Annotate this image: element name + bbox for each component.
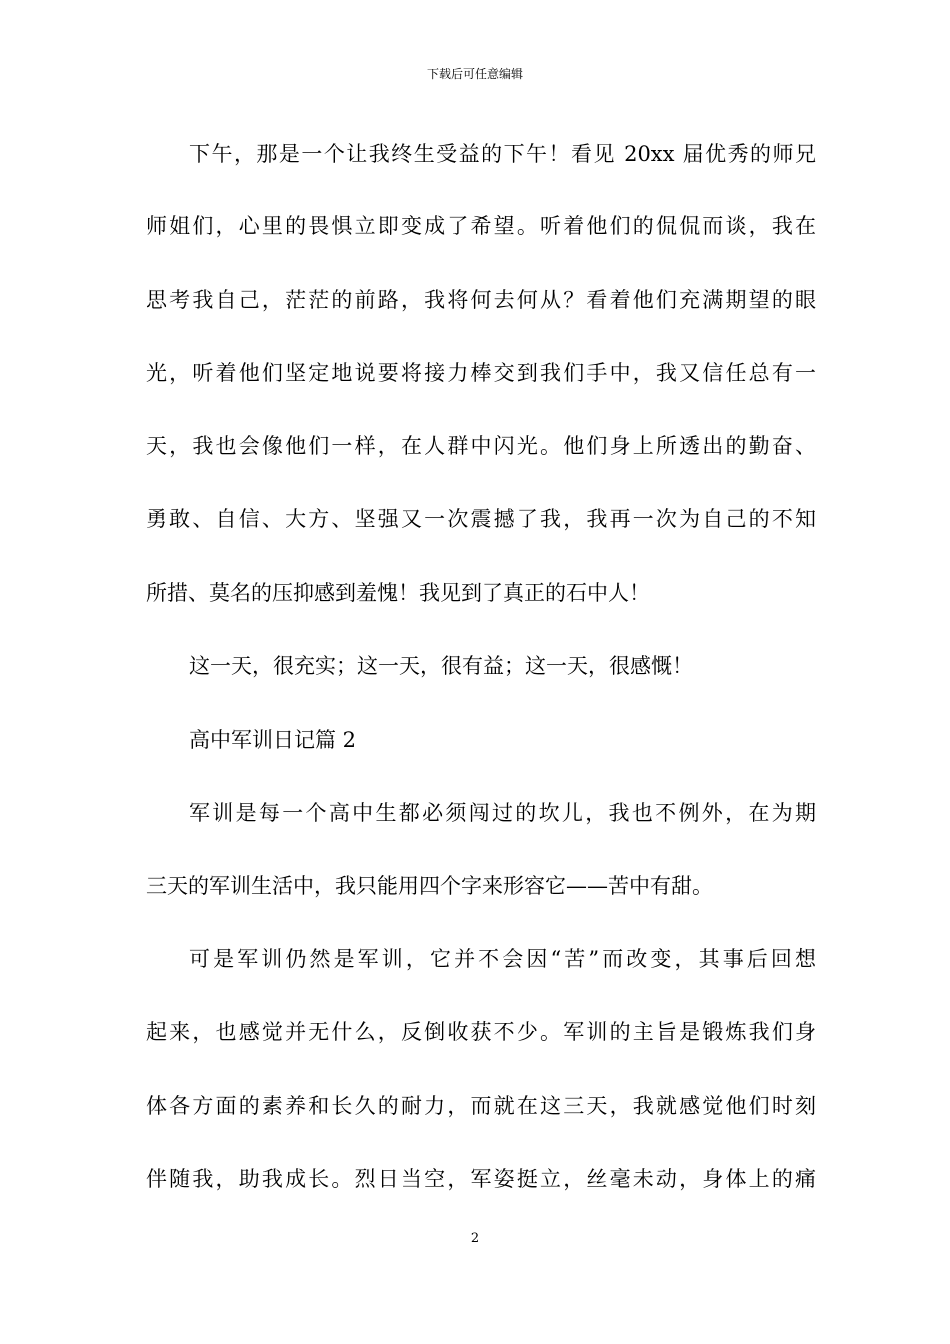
body-line: 起来，也感觉并无什么，反倒收获不少。军训的主旨是锻炼我们身 <box>146 1020 816 1044</box>
body-line: 体各方面的素养和长久的耐力，而就在这三天，我就感觉他们时刻 <box>146 1094 816 1118</box>
body-line: 伴随我，助我成长。烈日当空，军姿挺立，丝毫未动，身体上的痛 <box>146 1167 816 1191</box>
body-line: 所措、莫名的压抑感到羞愧！我见到了真正的石中人！ <box>146 581 650 605</box>
body-line: 天，我也会像他们一样，在人群中闪光。他们身上所透出的勤奋、 <box>146 434 816 458</box>
page-number: 2 <box>470 1231 480 1246</box>
body-line: 师姐们，心里的畏惧立即变成了希望。听着他们的侃侃而谈，我在 <box>146 214 816 238</box>
body-line: 三天的军训生活中，我只能用四个字来形容它——苦中有甜。 <box>146 874 713 898</box>
body-line: 光，听着他们坚定地说要将接力棒交到我们手中，我又信任总有一 <box>146 361 816 385</box>
body-line: 勇敢、自信、大方、坚强又一次震撼了我，我再一次为自己的不知 <box>146 507 816 531</box>
body-line: 思考我自己，茫茫的前路，我将何去何从？看着他们充满期望的眼 <box>146 288 816 312</box>
body-line: 可是军训仍然是军训，它并不会因“苦”而改变，其事后回想 <box>189 947 816 971</box>
body-line: 这一天，很充实；这一天，很有益；这一天，很感慨！ <box>189 654 693 678</box>
body-line: 下午，那是一个让我终生受益的下午！看见 20xx 届优秀的师兄 <box>189 142 816 166</box>
body-line: 军训是每一个高中生都必须闯过的坎儿，我也不例外，在为期 <box>189 801 816 825</box>
section-heading: 高中军训日记篇 2 <box>189 728 357 752</box>
page-header: 下载后可任意编辑 <box>426 67 523 81</box>
